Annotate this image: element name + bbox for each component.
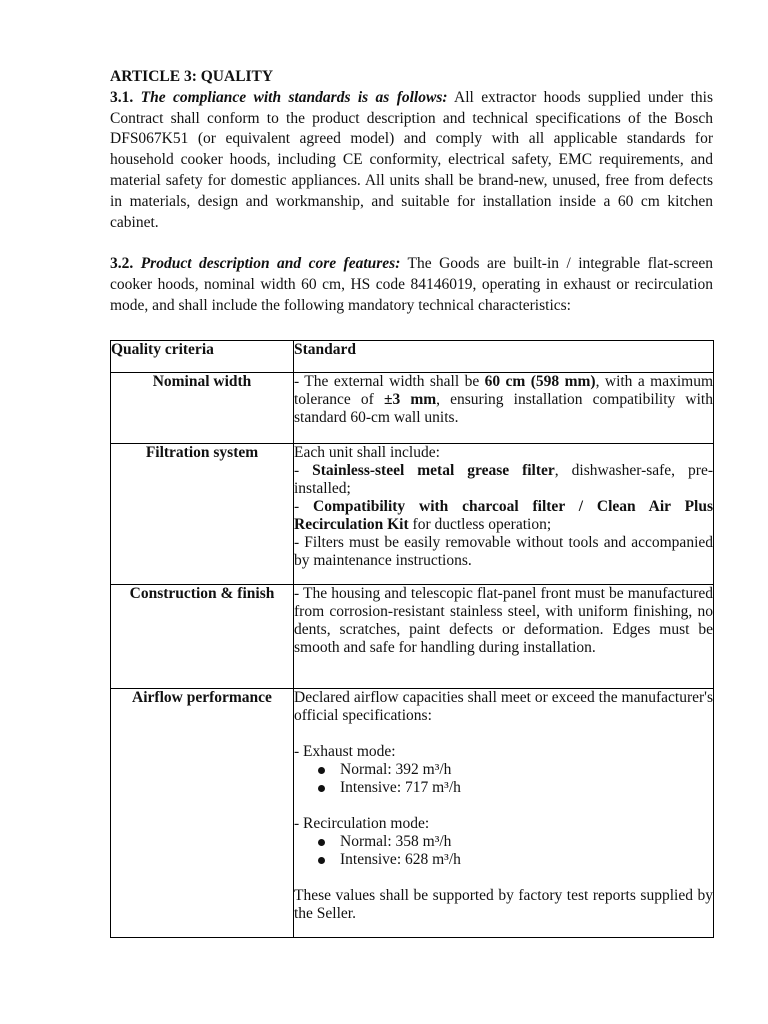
criteria-construction-finish: Construction & finish: [111, 585, 294, 689]
header-standard: Standard: [294, 341, 714, 373]
bold-fragment: Compatibility with charcoal filter / Clean Air Plus Recirculation Kit: [294, 498, 713, 533]
bullet-icon: [318, 839, 325, 846]
filtration-item: - Filters must be easily removable without tools and accompanied by maintenance instructions.: [294, 534, 713, 569]
filtration-item: [294, 462, 713, 498]
list-item-text: Intensive: 628 m³/h: [340, 851, 461, 868]
text-fragment: -: [294, 462, 313, 479]
bold-fragment: ±3 mm: [383, 391, 437, 408]
section-number: 3.1.: [110, 88, 134, 106]
exhaust-mode-label: - Exhaust mode:: [294, 743, 396, 760]
bold-fragment: 60 cm (598 mm): [484, 373, 596, 390]
recirculation-mode-list: [294, 833, 713, 869]
section-number: 3.2.: [110, 255, 134, 273]
document-body: [110, 67, 713, 317]
airflow-closing: These values shall be supported by factory test reports supplied by the Seller.: [294, 887, 713, 922]
quality-table: [110, 340, 714, 938]
list-item: [294, 833, 713, 851]
list-item: [294, 779, 713, 797]
list-item: [294, 851, 713, 869]
section-text: All extractor hoods supplied under this Contract shall conform to the product description and technical specifications of the Bosch DFS067K51 (or equivalent agreed model) and comply with all applicable standards for household cooker hoods, including CE conformity, electrical safety, EMC requirements, and material safety for domestic appliances. All units shall be brand-new, unused, free from defects in materials, design and workmanship, and suitable for installation inside a 60 cm kitchen cabinet.: [110, 88, 713, 231]
standard-construction-finish: - The housing and telescopic flat-panel front must be manufactured from corrosion-resistant stainless steel, with uniform finishing, no dents, scratches, paint defects or deformation. Edges must be smooth and safe for handling during installation.: [294, 585, 714, 689]
text-fragment: - The external width shall be: [294, 373, 485, 390]
header-quality-criteria: Quality criteria: [111, 341, 294, 373]
table-row: [111, 689, 714, 938]
article-title: ARTICLE 3: QUALITY: [110, 68, 274, 85]
section-text: The Goods are built-in / integrable flat-screen cooker hoods, nominal width 60 cm, HS code 84146019, operating in exhaust or recirculation mode, and shall include the following mandatory technical characteristics:: [110, 255, 714, 314]
bullet-icon: [318, 857, 325, 864]
bullet-icon: [318, 767, 325, 774]
table-row: [111, 444, 714, 585]
section-title: The compliance with standards is as follows:: [140, 88, 448, 106]
filtration-item: [294, 498, 713, 534]
table-row: [111, 585, 714, 689]
text-fragment: , with a maximum tolerance of: [294, 373, 713, 408]
list-item-text: Intensive: 717 m³/h: [340, 779, 461, 796]
section-3-2: [110, 254, 713, 316]
table-row: [111, 373, 714, 444]
criteria-airflow-performance: Airflow performance: [111, 689, 294, 938]
filtration-intro: Each unit shall include:: [294, 444, 440, 461]
bullet-icon: [318, 785, 325, 792]
airflow-intro: Declared airflow capacities shall meet or exceed the manufacturer's official specifications:: [294, 689, 713, 724]
standard-filtration-system: [294, 444, 714, 585]
text-fragment: -: [294, 498, 314, 515]
list-item-text: Normal: 392 m³/h: [340, 761, 452, 778]
list-item-text: Normal: 358 m³/h: [340, 833, 452, 850]
section-3-1: [110, 88, 713, 234]
text-fragment: , dishwasher-safe, pre-installed;: [294, 462, 713, 497]
text-fragment: for ductless operation;: [408, 516, 552, 533]
exhaust-mode-list: [294, 761, 713, 797]
table-header-row: [111, 341, 714, 373]
standard-nominal-width: [294, 373, 714, 444]
criteria-nominal-width: Nominal width: [111, 373, 294, 444]
standard-airflow-performance: [294, 689, 714, 938]
recirculation-mode-label: - Recirculation mode:: [294, 815, 430, 832]
bold-fragment: Stainless-steel metal grease filter: [312, 462, 555, 479]
list-item: [294, 761, 713, 779]
text-fragment: , ensuring installation compatibility with standard 60-cm wall units.: [294, 391, 713, 426]
criteria-filtration-system: Filtration system: [111, 444, 294, 585]
section-title: Product description and core features:: [140, 255, 401, 273]
